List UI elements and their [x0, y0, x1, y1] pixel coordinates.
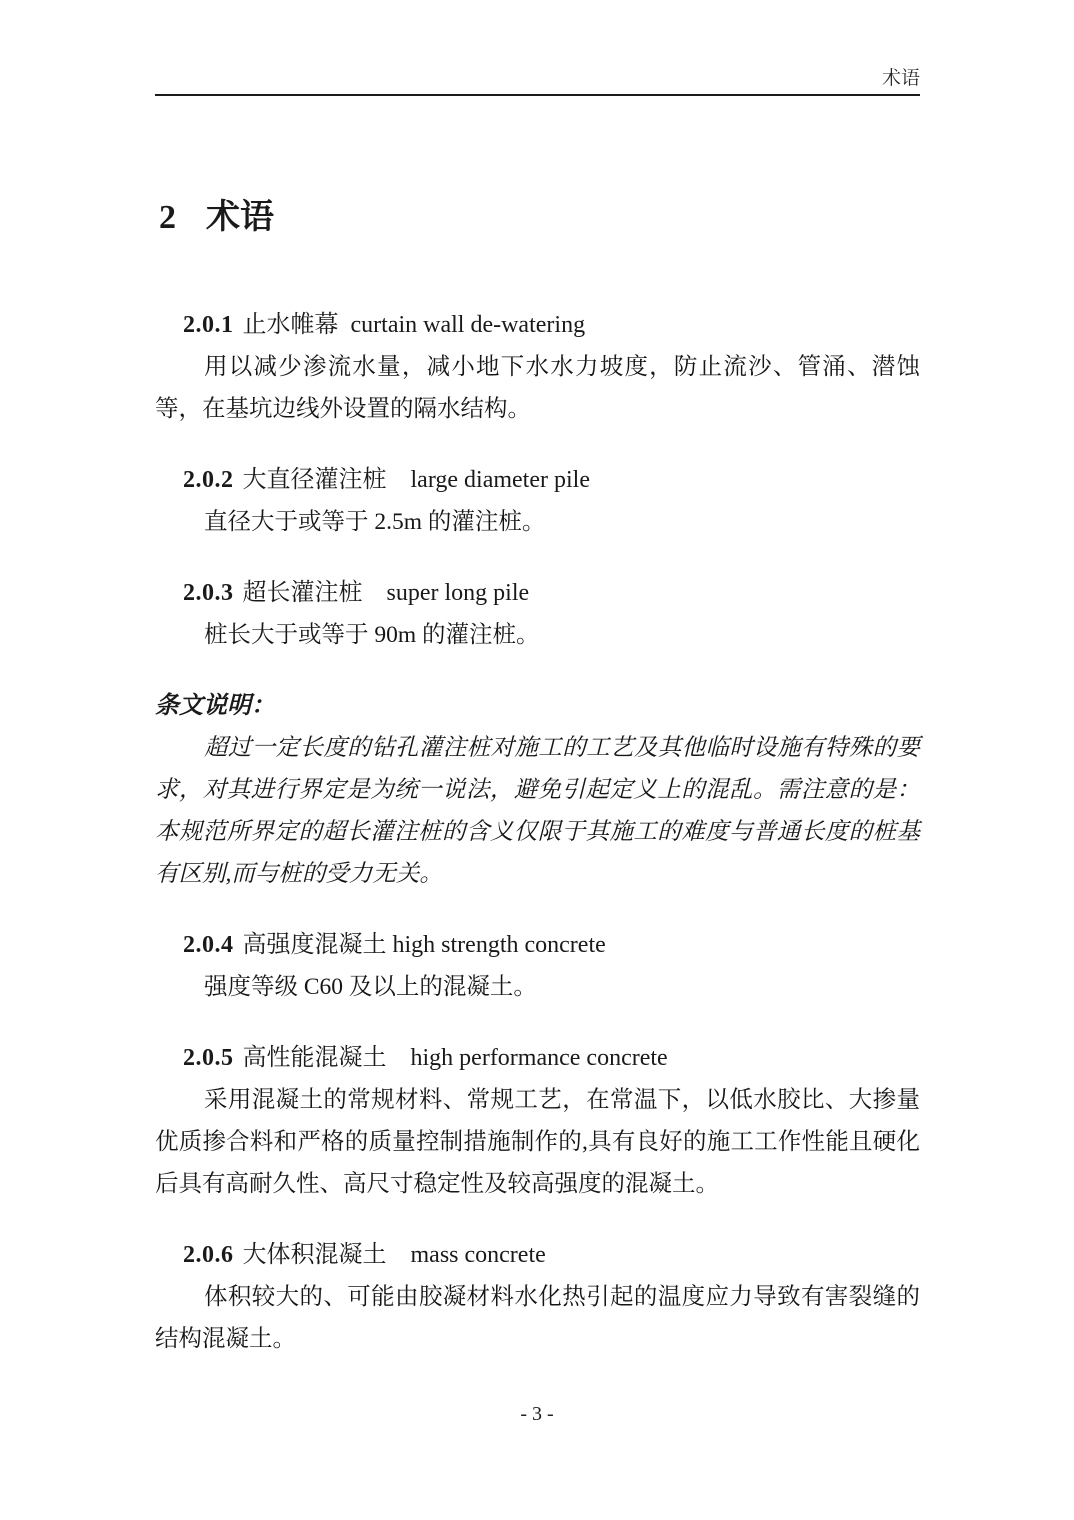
term-chinese: 大体积混凝土	[242, 1242, 387, 1268]
term-chinese: 超长灌注桩	[242, 580, 363, 606]
term-chinese: 高强度混凝土	[242, 932, 387, 958]
chapter-title	[159, 198, 920, 238]
term-gap	[387, 467, 411, 493]
term-definition: 体积较大的、可能由胶凝材料水化热引起的温度应力导致有害裂缝的结构混凝土。	[155, 1284, 920, 1352]
commentary-section	[155, 685, 920, 895]
term-number: 2.0.1	[183, 312, 234, 338]
running-header-title: 术语	[881, 68, 920, 89]
header-rule	[155, 94, 920, 96]
commentary-text: 超过一定长度的钻孔灌注桩对施工的工艺及其他临时设施有特殊的要求，对其进行界定是为统一说法，避免引起定义上的混乱。需注意的是：本规范所界定的超长灌注桩的含义仅限于其施工的难度与普通长度的桩基有区别,而与桩的受力无关。	[155, 735, 920, 887]
term-section	[155, 924, 920, 1008]
term-english: high strength concrete	[392, 932, 606, 958]
term-heading	[155, 1037, 920, 1079]
term-heading	[155, 924, 920, 966]
term-section	[155, 459, 920, 543]
term-english: mass concrete	[410, 1242, 546, 1268]
term-heading	[155, 1234, 920, 1276]
term-number: 2.0.6	[183, 1242, 234, 1268]
chapter-title-text: 术语	[206, 199, 274, 236]
term-section	[155, 572, 920, 656]
term-definition: 桩长大于或等于 90m 的灌注桩。	[204, 622, 540, 648]
term-definition: 直径大于或等于 2.5m 的灌注桩。	[204, 509, 546, 535]
term-number: 2.0.3	[183, 580, 234, 606]
term-definition: 用以减少渗流水量，减小地下水水力坡度，防止流沙、管涌、潜蚀等，在基坑边线外设置的隔水结构。	[155, 354, 920, 422]
term-chinese: 高性能混凝土	[242, 1045, 387, 1071]
page-content	[155, 0, 920, 1360]
term-definition: 采用混凝土的常规材料、常规工艺，在常温下，以低水胶比、大掺量优质掺合料和严格的质量控制措施制作的,具有良好的施工工作性能且硬化后具有高耐久性、高尺寸稳定性及较高强度的混凝土。	[155, 1087, 920, 1197]
term-english: curtain wall de-watering	[350, 312, 586, 338]
term-number: 2.0.5	[183, 1045, 234, 1071]
term-gap	[339, 312, 351, 338]
running-header	[155, 0, 920, 92]
term-chinese: 大直径灌注桩	[242, 467, 387, 493]
terms-list	[155, 304, 920, 1360]
term-chinese: 止水帷幕	[242, 312, 339, 338]
term-definition: 强度等级 C60 及以上的混凝土。	[204, 974, 537, 1000]
commentary-label: 条文说明：	[155, 693, 275, 719]
term-english: large diameter pile	[410, 467, 590, 493]
term-gap	[387, 1045, 411, 1071]
term-heading	[155, 459, 920, 501]
chapter-number: 2	[159, 199, 176, 236]
term-english: super long pile	[386, 580, 530, 606]
term-heading	[155, 572, 920, 614]
term-gap	[387, 1242, 411, 1268]
page-number: - 3 -	[520, 1403, 554, 1425]
term-section	[155, 1037, 920, 1205]
term-number: 2.0.2	[183, 467, 234, 493]
term-gap	[363, 580, 387, 606]
term-heading	[155, 304, 920, 346]
term-section	[155, 304, 920, 430]
term-english: high performance concrete	[410, 1045, 668, 1071]
term-section	[155, 1234, 920, 1360]
term-number: 2.0.4	[183, 932, 234, 958]
